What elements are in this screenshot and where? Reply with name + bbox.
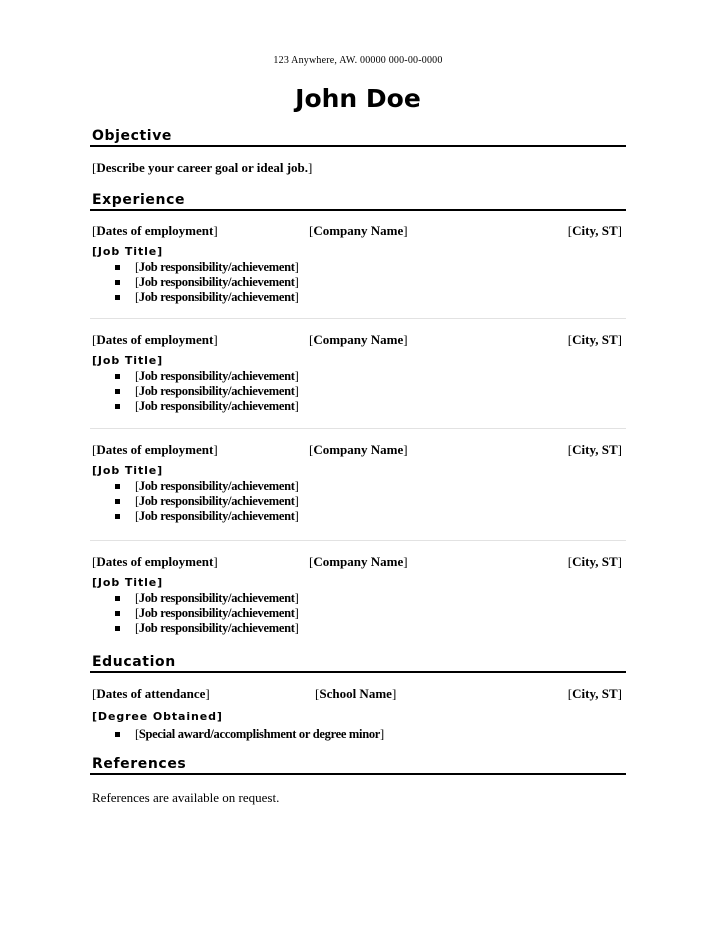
job-dates: [Dates of employment]: [92, 332, 218, 347]
job-dates: [Dates of employment]: [92, 554, 218, 569]
list-item: [Special award/accomplishment or degree minor]: [90, 727, 384, 742]
list-item: [Job responsibility/achievement]: [90, 399, 298, 414]
job-title: [Job Title]: [92, 576, 164, 589]
section-heading-education: Education: [90, 653, 626, 673]
job-dates: [Dates of employment]: [92, 442, 218, 457]
job-entry: [90, 223, 626, 323]
bullet-icon: [115, 404, 120, 409]
job-title: [Job Title]: [92, 464, 164, 477]
job-company: [Company Name]: [309, 554, 408, 569]
list-item: [Job responsibility/achievement]: [90, 260, 298, 275]
list-item: [Job responsibility/achievement]: [90, 494, 298, 509]
bullet-icon: [115, 596, 120, 601]
job-company: [Company Name]: [309, 223, 408, 238]
list-item: [Job responsibility/achievement]: [90, 479, 298, 494]
bullet-icon: [115, 626, 120, 631]
education-school: [School Name]: [315, 686, 397, 701]
education-dates: [Dates of attendance]: [92, 686, 210, 701]
job-responsibilities: [90, 260, 298, 305]
objective-text: [Describe your career goal or ideal job.]: [92, 160, 313, 175]
list-item: [Job responsibility/achievement]: [90, 509, 298, 524]
section-heading-objective: Objective: [90, 127, 626, 147]
bullet-icon: [115, 611, 120, 616]
education-location: [City, ST]: [567, 686, 622, 701]
section-heading-experience: Experience: [90, 191, 626, 211]
job-responsibilities: [90, 591, 298, 636]
job-title: [Job Title]: [92, 245, 164, 258]
contact-line: 123 Anywhere, AW. 00000 000-00-0000: [273, 55, 443, 66]
job-entry: [90, 332, 626, 432]
job-responsibilities: [90, 369, 298, 414]
list-item: [Job responsibility/achievement]: [90, 591, 298, 606]
bullet-icon: [115, 295, 120, 300]
job-entry: [90, 554, 626, 654]
job-divider: [90, 540, 626, 541]
job-title: [Job Title]: [92, 354, 164, 367]
bullet-icon: [115, 732, 120, 737]
bullet-icon: [115, 265, 120, 270]
bullet-icon: [115, 374, 120, 379]
bullet-icon: [115, 484, 120, 489]
list-item: [Job responsibility/achievement]: [90, 621, 298, 636]
job-location: [City, ST]: [567, 554, 622, 569]
bullet-icon: [115, 389, 120, 394]
section-heading-references: References: [90, 755, 626, 775]
job-location: [City, ST]: [567, 442, 622, 457]
job-entry: [90, 442, 626, 542]
job-responsibilities: [90, 479, 298, 524]
objective-placeholder: Describe your career goal or ideal job.: [96, 160, 309, 175]
bullet-icon: [115, 499, 120, 504]
job-location: [City, ST]: [567, 223, 622, 238]
references-text: References are available on request.: [92, 790, 280, 805]
bullet-icon: [115, 514, 120, 519]
job-divider: [90, 428, 626, 429]
degree-obtained: [Degree Obtained]: [92, 710, 223, 723]
bullet-icon: [115, 280, 120, 285]
job-location: [City, ST]: [567, 332, 622, 347]
list-item: [Job responsibility/achievement]: [90, 275, 298, 290]
job-company: [Company Name]: [309, 442, 408, 457]
list-item: [Job responsibility/achievement]: [90, 384, 298, 399]
list-item: [Job responsibility/achievement]: [90, 606, 298, 621]
job-divider: [90, 318, 626, 319]
list-item: [Job responsibility/achievement]: [90, 290, 298, 305]
candidate-name: John Doe: [295, 84, 421, 113]
list-item: [Job responsibility/achievement]: [90, 369, 298, 384]
education-awards: [90, 727, 384, 742]
job-company: [Company Name]: [309, 332, 408, 347]
job-dates: [Dates of employment]: [92, 223, 218, 238]
